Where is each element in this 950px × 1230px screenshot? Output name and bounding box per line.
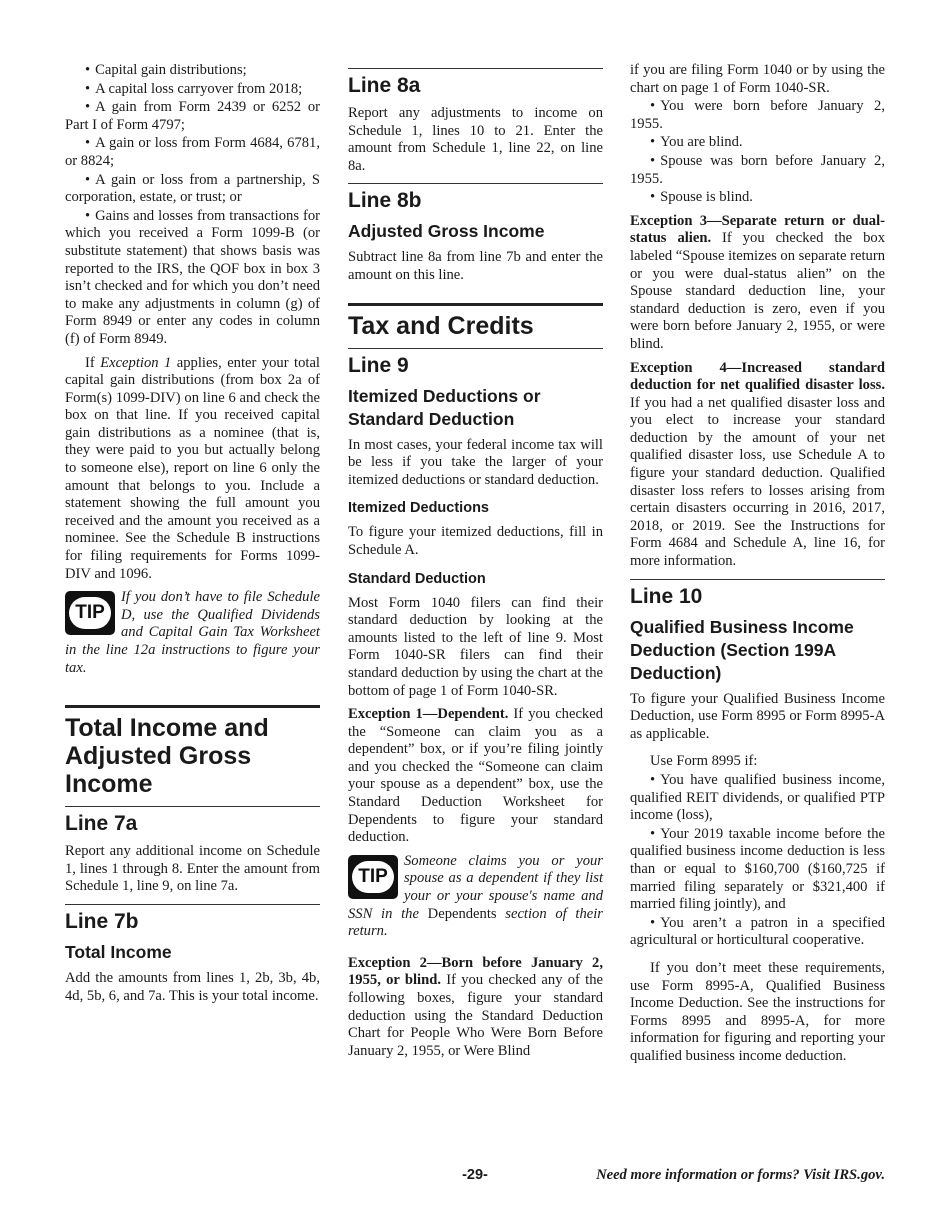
- bullet-you-blind: • You are blind.: [630, 134, 885, 152]
- column-middle: [348, 62, 603, 1066]
- heading-line-10: Line 10: [630, 584, 703, 608]
- heading-line-9: Line 9: [348, 353, 409, 377]
- exception3-text: If you checked the box labeled “Spouse itemizes on separate return or you were dual-status alien” on the Spouse standard deduction line, your standard deduction is zero, even if you were born before January 2, 1955, or were blind.: [630, 230, 885, 352]
- tip-badge-label: TIP: [352, 861, 394, 893]
- use-form-intro: Use Form 8995 if:: [650, 753, 758, 770]
- exception1-text: If you checked the “Someone can claim you as a dependent” box, or if you’re filing jointly and you checked the “Someone can claim your spouse as a dependent” box, use the Standard Deduction Worksheet for Dependents to figure your standard deduction.: [348, 706, 603, 846]
- line8a-text: Report any adjustments to income on Schedule 1, lines 10 to 21. Enter the amount from Schedule 1, line 22, on line 8a.: [348, 105, 603, 174]
- page-number: -29-: [462, 1167, 488, 1183]
- subheading-itemized-or-standard: Itemized Deductions or Standard Deduction: [348, 385, 541, 429]
- bullet-qbi-income: • You have qualified business income, qualified REIT dividends, or qualified PTP income (loss),: [630, 772, 885, 825]
- section-divider: [348, 303, 603, 306]
- tip-badge-label: TIP: [69, 597, 111, 629]
- footer-irs-link-note: Need more information or forms? Visit IRS.gov.: [596, 1167, 885, 1183]
- section-title-total-income: Total Income and Adjusted Gross Income: [65, 714, 269, 799]
- line9-text: In most cases, your federal income tax will be less if you take the larger of your itemized deductions or standard deduction.: [348, 436, 603, 488]
- bullet-spouse-born-before: • Spouse was born before January 2, 1955.: [630, 153, 885, 188]
- tip-text-post: section of their return.: [348, 905, 603, 940]
- heading-itemized-deductions: Itemized Deductions: [348, 500, 489, 517]
- tip-icon: [348, 855, 398, 899]
- line8b-text: Subtract line 8a from line 7b and enter the amount on this line.: [348, 249, 603, 283]
- heading-line-7a: Line 7a: [65, 812, 138, 836]
- divider: [630, 579, 885, 580]
- tip-text-pre: Someone claims you or your spouse as a dependent if they list your or your spouse's name and SSN in the: [348, 852, 603, 922]
- tip-text: If you don’t have to file Schedule D, use the Qualified Dividends and Capital Gain Tax Worksheet in the line 12a instructions to figure your tax.: [65, 589, 320, 676]
- divider: [348, 68, 603, 69]
- heading-line-8a: Line 8a: [348, 74, 421, 97]
- exception1-title: Exception 1—Dependent.: [348, 706, 509, 723]
- heading-line-8b: Line 8b: [348, 189, 422, 213]
- divider: [348, 183, 603, 184]
- tip-dependents: [348, 853, 603, 941]
- bullet-spouse-blind: • Spouse is blind.: [630, 189, 885, 207]
- bullet-not-patron: • You aren’t a patron in a specified agricultural or horticultural cooperative.: [630, 915, 885, 950]
- bullet-gain-loss-form-4684: • A gain or loss from Form 4684, 6781, or 8824;: [65, 135, 320, 170]
- tip-schedule-d: [65, 589, 320, 677]
- exception4-disaster-loss: [630, 360, 885, 571]
- tip-icon: [65, 591, 115, 635]
- section-title-tax-credits: Tax and Credits: [348, 311, 534, 340]
- subheading-agi: Adjusted Gross Income: [348, 221, 545, 242]
- exception4-title: Exception 4—Increased standard deduction for net qualified disaster loss.: [630, 359, 885, 394]
- exception1-dependent: [348, 706, 603, 847]
- line7a-text: Report any additional income on Schedule 1, lines 1 through 8. Enter the amount from Schedule 1, line 9, on line 7a.: [65, 843, 320, 895]
- section-divider: [65, 705, 320, 708]
- heading-standard-deduction: Standard Deduction: [348, 570, 486, 587]
- bullet-capital-loss-carryover: • A capital loss carryover from 2018;: [65, 81, 320, 99]
- divider: [348, 348, 603, 349]
- itemized-text: To figure your itemized deductions, fill in Schedule A.: [348, 524, 603, 558]
- divider: [65, 904, 320, 905]
- bullet-form-1099b: • Gains and losses from transactions for which you received a Form 1099-B (or substitute statement) that shows basis was reported to the IRS, the QOF box in box 3 isn’t checked and for which you don’t need to make any adjustments in column (g) of Form 8949 or enter any codes in column (f) of Form 8949.: [65, 208, 320, 349]
- exception3-separate-return: [630, 213, 885, 354]
- exception4-text: If you had a net qualified disaster loss and you elect to increase your standard deduction by the amount of your net qualified disaster loss, use Schedule A to figure your standard deduction. Qualified disaster loss refers to losses arising from certain disasters occurring in 2016, 2017, 2018, or 2019. See the Instructions for Form 4684 and Schedule A, line 16, for more information.: [630, 394, 885, 570]
- exception2-continued: if you are filing Form 1040 or by using the chart on page 1 of Form 1040-SR.: [630, 62, 885, 96]
- exception3-title: Exception 3—Separate return or dual-status alien.: [630, 212, 885, 247]
- bullet-taxable-income-limit: • Your 2019 taxable income before the qualified business income deduction is less than or equal to $160,700 ($160,725 if married filing separately or $321,400 if married filing jointly), and: [630, 826, 885, 914]
- subheading-qbi-deduction: Qualified Business Income Deduction (Section 199A Deduction): [630, 616, 854, 683]
- bullet-born-before: • You were born before January 2, 1955.: [630, 98, 885, 133]
- closing-text: If you don’t meet these requirements, use Form 8995-A, Qualified Business Income Deduction. See the instructions for Forms 8995 and 8995-A, for more information for figuring and reporting your qualified business income deduction.: [630, 959, 885, 1064]
- exception1-paragraph: [65, 355, 320, 584]
- tip-text-ref: Dependents: [427, 905, 497, 922]
- column-left: [65, 62, 320, 1011]
- heading-line-7b: Line 7b: [65, 909, 139, 933]
- exception1-pre: If: [85, 354, 101, 371]
- line10-text: To figure your Qualified Business Income Deduction, use Form 8995 or Form 8995-A as applicable.: [630, 690, 885, 742]
- bullet-gain-form-2439: • A gain from Form 2439 or 6252 or Part I of Form 4797;: [65, 99, 320, 134]
- exception2-text: If you checked any of the following boxes, figure your standard deduction using the Standard Deduction Chart for People Who Were Born Before January 2, 1955, or Were Blind: [348, 972, 603, 1059]
- divider: [65, 806, 320, 807]
- exception1-post: applies, enter your total capital gain distributions (from box 2a of Form(s) 1099-DIV) on line 6 and check the box on that line. If you received capital gain distributions as a nominee (that is, they were paid to you but actually belong to someone else), report on line 6 only the amount that belongs to you. Include a statement showing the full amount you received and the amount you received as a nominee. See the Schedule B instructions for filing requirements for Forms 1099-DIV and 1096.: [65, 354, 320, 582]
- column-right: [630, 62, 885, 1072]
- subheading-total-income: Total Income: [65, 941, 172, 962]
- exception2-title: Exception 2—Born before January 2, 1955, or blind.: [348, 954, 603, 989]
- bullet-capital-gain-distributions: • Capital gain distributions;: [65, 62, 320, 80]
- line7b-text: Add the amounts from lines 1, 2b, 3b, 4b, 4d, 5b, 6, and 7a. This is your total income.: [65, 969, 320, 1004]
- exception1-ref: Exception 1: [100, 354, 172, 371]
- standard-text: Most Form 1040 filers can find their standard deduction by looking at the amounts listed to the left of line 9. Most Form 1040-SR filers can find their standard deduction by using the chart at the bottom of page 1 of Form 1040-SR.: [348, 594, 603, 699]
- bullet-partnership: • A gain or loss from a partnership, S corporation, estate, or trust; or: [65, 172, 320, 207]
- exception2-born-before: [348, 955, 603, 1061]
